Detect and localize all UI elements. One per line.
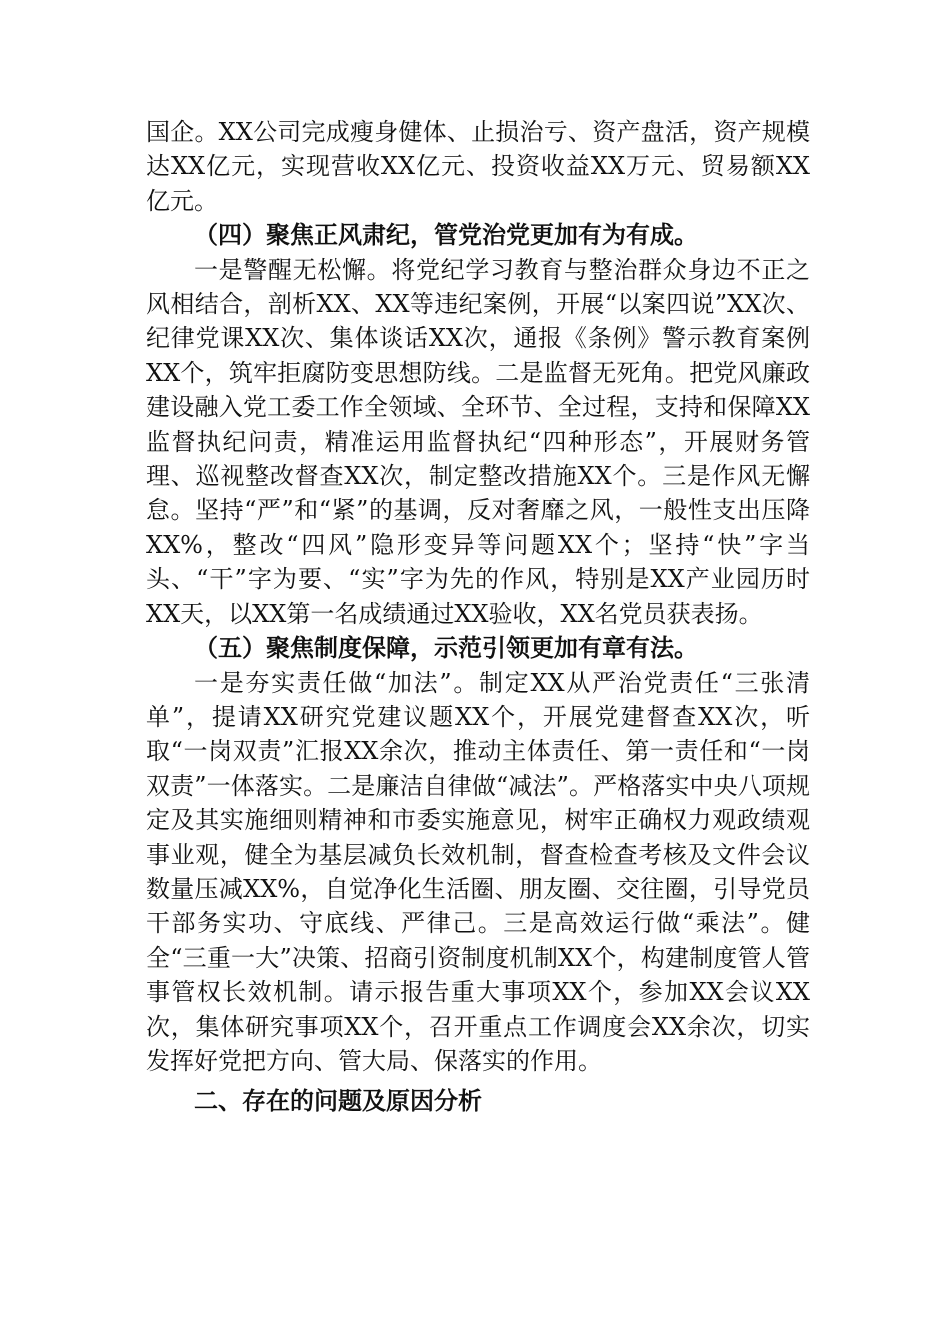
part-2-title: 二、存在的问题及原因分析 xyxy=(194,1087,482,1116)
section-5-heading: （五）聚焦制度保障，示范引领更加有章有法。 xyxy=(194,634,698,663)
section-4-heading: （四）聚焦正风肃纪，管党治党更加有为有成。 xyxy=(194,221,698,250)
intro-continued-paragraph: 国企。XX公司完成瘦身健体、止损治亏、资产盘活，资产规模达XX亿元，实现营收XX亿元、投资收益XX万元、贸易额XX亿元。 xyxy=(146,118,810,215)
section-4-body: 一是警醒无松懈。将党纪学习教育与整治群众身边不正之风相结合，剖析XX、XX等违纪案例，开展“以案四说”XX次、纪律党课XX次、集体谈话XX次，通报《条例》警示教育案例XX个，筑牢拒腐防变思想防线。二是监督无死角。把党风廉政建设融入党工委工作全领域、全环节、全过程，支持和保障XX监督执纪问责，精准运用监督执纪“四种形态”，开展财务管理、巡视整改督查XX次，制定整改措施XX个。三是作风无懈怠。坚持“严”和“紧”的基调，反对奢靡之风，一般性支出压降XX%，整改“四风”隐形变异等问题XX个；坚持“快”字当头、“干”字为要、“实”字为先的作风，特别是XX产业园历时XX天，以XX第一名成绩通过XX验收，XX名党员获表扬。 xyxy=(146,255,810,628)
section-5-body: 一是夯实责任做“加法”。制定XX从严治党责任“三张清单”，提请XX研究党建议题XX个，开展党建督查XX次，听取“一岗双责”汇报XX余次，推动主体责任、第一责任和“一岗双责”一体落实。二是廉洁自律做“减法”。严格落实中央八项规定及其实施细则精神和市委实施意见，树牢正确权力观政绩观事业观，健全为基层减负长效机制，督查检查考核及文件会议数量压减XX%，自觉净化生活圈、朋友圈、交往圈，引导党员干部务实功、守底线、严律己。三是高效运行做“乘法”。健全“三重一大”决策、招商引资制度机制XX个，构建制度管人管事管权长效机制。请示报告重大事项XX个，参加XX会议XX次，集体研究事项XX个，召开重点工作调度会XX余次，切实发挥好党把方向、管大局、保落实的作用。 xyxy=(146,668,810,1075)
document-page xyxy=(146,115,810,1119)
